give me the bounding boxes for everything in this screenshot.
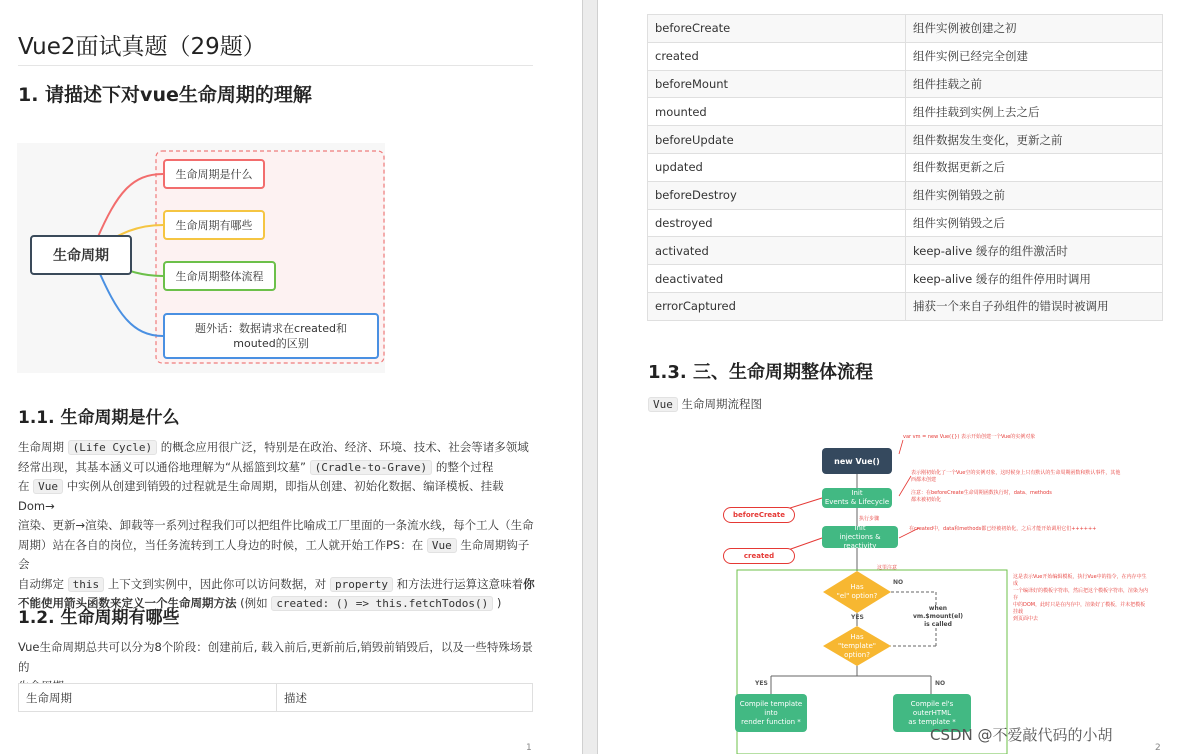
table-row [648, 237, 1163, 265]
hook-created [723, 548, 795, 564]
section-1-1-heading: 1.1. 生命周期是什么 [18, 408, 180, 428]
note-when-mount [909, 605, 967, 629]
section-1-heading: 1. 请描述下对vue生命周期的理解 [18, 84, 312, 106]
bold-text: 你 [523, 576, 535, 591]
text: 生命周期 [18, 440, 64, 454]
mindmap-node-what-label: 生命周期是什么 [175, 168, 253, 181]
decision-label: Has [850, 583, 864, 591]
s11-line3 [18, 477, 538, 516]
inline-code: Vue [33, 479, 63, 494]
annotation-init-events [911, 470, 1151, 484]
node-compile-template [735, 694, 807, 732]
lifecycle-desc-cell: 组件实例销毁之前 [906, 181, 1163, 209]
mindmap-node-flow [163, 261, 276, 291]
mindmap-center-label: 生命周期 [53, 248, 109, 264]
section-1-1-body [18, 438, 538, 614]
table-header-cell: 生命周期 [19, 684, 277, 712]
title-divider [18, 65, 533, 66]
decision-label: "template" option? [837, 641, 877, 659]
node-label: Init [854, 523, 866, 532]
mindmap-node-flow-label: 生命周期整体流程 [175, 270, 264, 283]
annotation-attention: 这里注意 [877, 565, 898, 571]
mindmap-node-aside [163, 313, 379, 359]
node-label: render function * [741, 717, 801, 726]
inline-code: (Life Cycle) [68, 440, 157, 455]
annotation-line: 中的DOM，此时只是在内存中，渲染好了模板，并未把模板挂载 [1013, 602, 1146, 615]
text: 生命周期流程图 [681, 397, 763, 411]
mindmap-node-which [163, 210, 265, 240]
annotation-line: 表示刚初始化了一个Vue空的实例对象，这时候身上只有默认的生命周期函数和默认事件，其他 [911, 470, 1121, 476]
node-label: Compile el's [910, 699, 954, 708]
decision-label: Has [850, 632, 864, 641]
node-new-vue [822, 448, 892, 474]
hook-before-create [723, 507, 795, 523]
label-yes-template: YES [755, 680, 768, 687]
text: ) [496, 596, 502, 610]
label-yes: YES [851, 614, 864, 621]
annotation-before-create [911, 490, 1151, 504]
node-label: as template * [908, 717, 956, 726]
table-header-cell: 描述 [277, 684, 533, 712]
annotation-line: 西都未创建 [911, 477, 937, 483]
text: 的整个过程 [435, 459, 494, 474]
node-label: injections & reactivity [839, 532, 881, 550]
lifecycle-name-cell: mounted [648, 98, 906, 126]
text: 和方法进行运算这意味着 [396, 576, 524, 591]
mindmap-node-which-label: 生命周期有哪些 [175, 219, 253, 232]
annotation-step: 执行步骤 [859, 516, 880, 522]
hook-label: created [743, 551, 775, 560]
table-row [648, 98, 1163, 126]
s11-line6 [18, 575, 538, 595]
lifecycle-desc-cell: 组件实例销毁之后 [906, 209, 1163, 237]
s11-line2 [18, 458, 538, 478]
document-title: Vue2面试真题（29题） [18, 34, 266, 60]
lifecycle-name-cell: beforeMount [648, 70, 906, 98]
connector-blue [97, 267, 163, 336]
mindmap-node-aside-line1: 题外话：数据请求在created和 [195, 322, 347, 335]
connector-red [97, 174, 163, 239]
s11-line4 [18, 516, 538, 536]
inline-code: (Cradle-to-Grave) [310, 460, 433, 475]
bold-text: 不能使用箭头函数来定义一个生命周期方法 [18, 596, 237, 610]
decision-has-el [827, 579, 887, 605]
mindmap-node-what [163, 159, 265, 189]
document-page-right [598, 0, 1177, 754]
lifecycle-table [647, 14, 1163, 321]
lifecycle-desc-cell: 捕获一个来自子孙组件的错误时被调用 [906, 292, 1163, 320]
text: 在 [18, 479, 30, 493]
page-number-right: 2 [1155, 743, 1161, 753]
note-arrow [899, 440, 903, 454]
node-label: Compile template [739, 699, 803, 708]
lifecycle-desc-cell: 组件挂载之前 [906, 70, 1163, 98]
text: 自动绑定 [18, 576, 64, 591]
table-row [648, 265, 1163, 293]
mindmap-node-aside-line2: mouted的区别 [233, 337, 309, 350]
section-1-2-heading: 1.2. 生命周期有哪些 [18, 608, 180, 628]
page-gutter [582, 0, 598, 754]
table-row [648, 292, 1163, 320]
text: 周期）站在各自的岗位，当任务流转到工人身边的时候，工人就开始工作PS：在 [18, 537, 424, 552]
section-1-3-heading: 1.3. 三、生命周期整体流程 [648, 362, 873, 383]
lifecycle-desc-cell: keep-alive 缓存的组件激活时 [906, 237, 1163, 265]
table-row [648, 153, 1163, 181]
lifecycle-name-cell: beforeCreate [648, 15, 906, 43]
decision-label: "el" option? [836, 592, 878, 600]
inline-code: property [330, 577, 393, 592]
flowchart-caption [648, 395, 762, 415]
lifecycle-name-cell: created [648, 42, 906, 70]
s11-line5 [18, 536, 538, 575]
annotation-line: 到页面中去 [1013, 616, 1039, 622]
text: 经常出现，其基本涵义可以通俗地理解为“从摇篮到坟墓” [18, 459, 306, 474]
node-init-events [822, 488, 892, 508]
lifecycle-table-header [18, 683, 533, 712]
lifecycle-desc-cell: 组件实例已经完全创建 [906, 42, 1163, 70]
inline-code: Vue [648, 397, 678, 412]
table-row [648, 42, 1163, 70]
note-arrow [899, 476, 911, 496]
page-number-left: 1 [526, 743, 532, 753]
text: 的概念应用很广泛，特别是在政治、经济、环境、技术、社会等诸多领域 [160, 440, 529, 454]
csdn-watermark: CSDN @不爱敲代码的小胡 [930, 726, 1113, 744]
table-header-row [19, 684, 533, 712]
table-row [648, 126, 1163, 154]
lifecycle-name-cell: updated [648, 153, 906, 181]
annotation-line: 都未被初始化 [911, 497, 942, 503]
annotation-created: 在created中，data和methods都已经被初始化，之后才能开始调用它们++++++ [909, 526, 1097, 532]
annotation-line: 注意：在beforeCreate生命周期函数执行时，data、methods [911, 490, 1052, 496]
text: 中实例从创建到销毁的过程就是生命周期，即指从创建、初始化数据、编译模板、挂载Dom→ [18, 479, 504, 513]
s11-line1 [18, 438, 538, 458]
lifecycle-flowchart [731, 428, 1151, 754]
text: (例如 [240, 596, 268, 610]
lifecycle-name-cell: activated [648, 237, 906, 265]
lifecycle-mindmap [17, 143, 385, 373]
text: 生命周期钩子会 [18, 537, 530, 571]
lifecycle-name-cell: beforeDestroy [648, 181, 906, 209]
lifecycle-desc-cell: keep-alive 缓存的组件停用时调用 [906, 265, 1163, 293]
lifecycle-desc-cell: 组件数据发生变化，更新之前 [906, 126, 1163, 154]
label-no: NO [893, 579, 904, 586]
node-label: Events & Lifecycle [824, 498, 890, 506]
document-page-left [0, 0, 582, 754]
inline-code: Vue [427, 538, 457, 553]
table-row [648, 181, 1163, 209]
lifecycle-name-cell: destroyed [648, 209, 906, 237]
inline-code: this [68, 577, 105, 592]
note-line: when [928, 605, 948, 612]
mindmap-center-node [30, 235, 132, 275]
lifecycle-name-cell: errorCaptured [648, 292, 906, 320]
lifecycle-desc-cell: 组件实例被创建之初 [906, 15, 1163, 43]
table-row [648, 209, 1163, 237]
decision-has-template [825, 633, 889, 659]
s12-line1: Vue生命周期总共可以分为8个阶段：创建前后, 载入前后,更新前后,销毁前销毁后，以及一些特殊场景的 [18, 640, 533, 674]
lifecycle-desc-cell: 组件数据更新之后 [906, 153, 1163, 181]
annotation-compile [1013, 574, 1149, 623]
node-label: Init [851, 489, 863, 497]
table-row [648, 70, 1163, 98]
node-init-injections [822, 523, 898, 550]
note-line: is called [924, 621, 952, 628]
lifecycle-name-cell: deactivated [648, 265, 906, 293]
node-label: new Vue() [834, 456, 880, 466]
annotation-new-vue: var vm = new Vue({}) 表示开始创建一个Vue的实例对象 [903, 434, 1036, 440]
table-row [648, 15, 1163, 43]
hook-label: beforeCreate [733, 510, 785, 519]
inline-code: created: () => this.fetchTodos() [271, 596, 493, 611]
note-line: vm.$mount(el) [912, 613, 963, 620]
lifecycle-desc-cell: 组件挂载到实例上去之后 [906, 98, 1163, 126]
lifecycle-name-cell: beforeUpdate [648, 126, 906, 154]
text: 渲染、更新→渲染、卸载等一系列过程我们可以把组件比喻成工厂里面的一条流水线，每个工人（生命 [18, 518, 534, 532]
annotation-line: 一个编译好的模板字符串，然后把这个模板字符串，渲染为内存 [1013, 588, 1149, 601]
node-label: outerHTML [912, 708, 952, 717]
text: 上下文到实例中，因此你可以访问数据，对 [107, 576, 327, 591]
label-no-template: NO [935, 680, 946, 687]
annotation-line: 这是表示Vue开始编辑模板，执行Vue中的指令，在内存中生成 [1013, 574, 1147, 587]
node-label: into [764, 708, 778, 717]
